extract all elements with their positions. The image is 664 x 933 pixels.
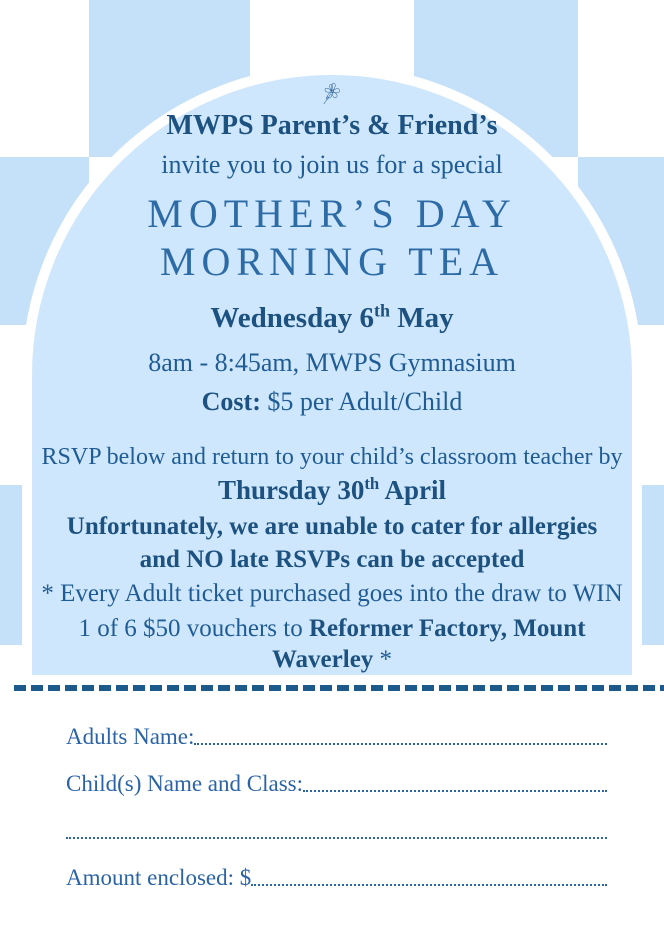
event-title-line1: MOTHER’S DAY [147, 190, 517, 236]
prize-line2-suffix: * [373, 645, 393, 673]
event-date-ordinal: th [373, 300, 390, 321]
allergy-note-line1: Unfortunately, we are unable to cater for allergies [66, 512, 598, 540]
rsvp-deadline-tail: April [379, 475, 446, 506]
dashed-cut-line [14, 685, 664, 691]
child-name-row [66, 769, 607, 796]
rsvp-instruction: RSVP below and return to your child’s classroom teacher by [41, 444, 623, 471]
org-title: MWPS Parent’s & Friend’s [166, 109, 498, 141]
flower-icon [303, 81, 361, 106]
event-cost [202, 386, 463, 417]
event-time-location: 8am - 8:45am, MWPS Gymnasium [148, 347, 516, 377]
amount-field [251, 884, 607, 886]
amount-row [66, 863, 607, 890]
rsvp-deadline [218, 474, 446, 506]
event-cost-value: $5 per Adult/Child [260, 387, 463, 417]
child-name-label: Child(s) Name and Class: [66, 770, 303, 796]
event-title-line2: MORNING TEA [159, 239, 505, 285]
rsvp-form [66, 722, 607, 910]
invite-line: invite you to join us for a special [161, 149, 503, 179]
event-date-tail: May [389, 302, 454, 335]
amount-label: Amount enclosed: $ [66, 864, 252, 890]
adults-name-field [194, 743, 607, 745]
prize-line2 [32, 613, 632, 676]
allergy-note-line2: and NO late RSVPs can be accepted [139, 546, 525, 573]
child-name-overflow-row [66, 816, 607, 843]
prize-line1: * Every Adult ticket purchased goes into the draw to WIN [41, 580, 623, 608]
adults-name-label: Adults Name: [66, 723, 195, 749]
event-cost-label: Cost: [201, 387, 261, 417]
event-date [210, 301, 453, 336]
adults-name-row [66, 722, 607, 749]
child-name-field [303, 790, 607, 792]
rsvp-deadline-ordinal: th [364, 474, 380, 494]
prize-line2-venue: Reformer Factory, Mount Waverley [271, 614, 586, 673]
arch-panel [22, 65, 642, 685]
rsvp-deadline-main: Thursday 30 [218, 475, 365, 506]
event-title [147, 190, 516, 288]
child-name-overflow-field [66, 837, 607, 839]
prize-line2-prefix: 1 of 6 $50 vouchers to [78, 614, 309, 642]
event-date-main: Wednesday 6 [210, 302, 374, 335]
